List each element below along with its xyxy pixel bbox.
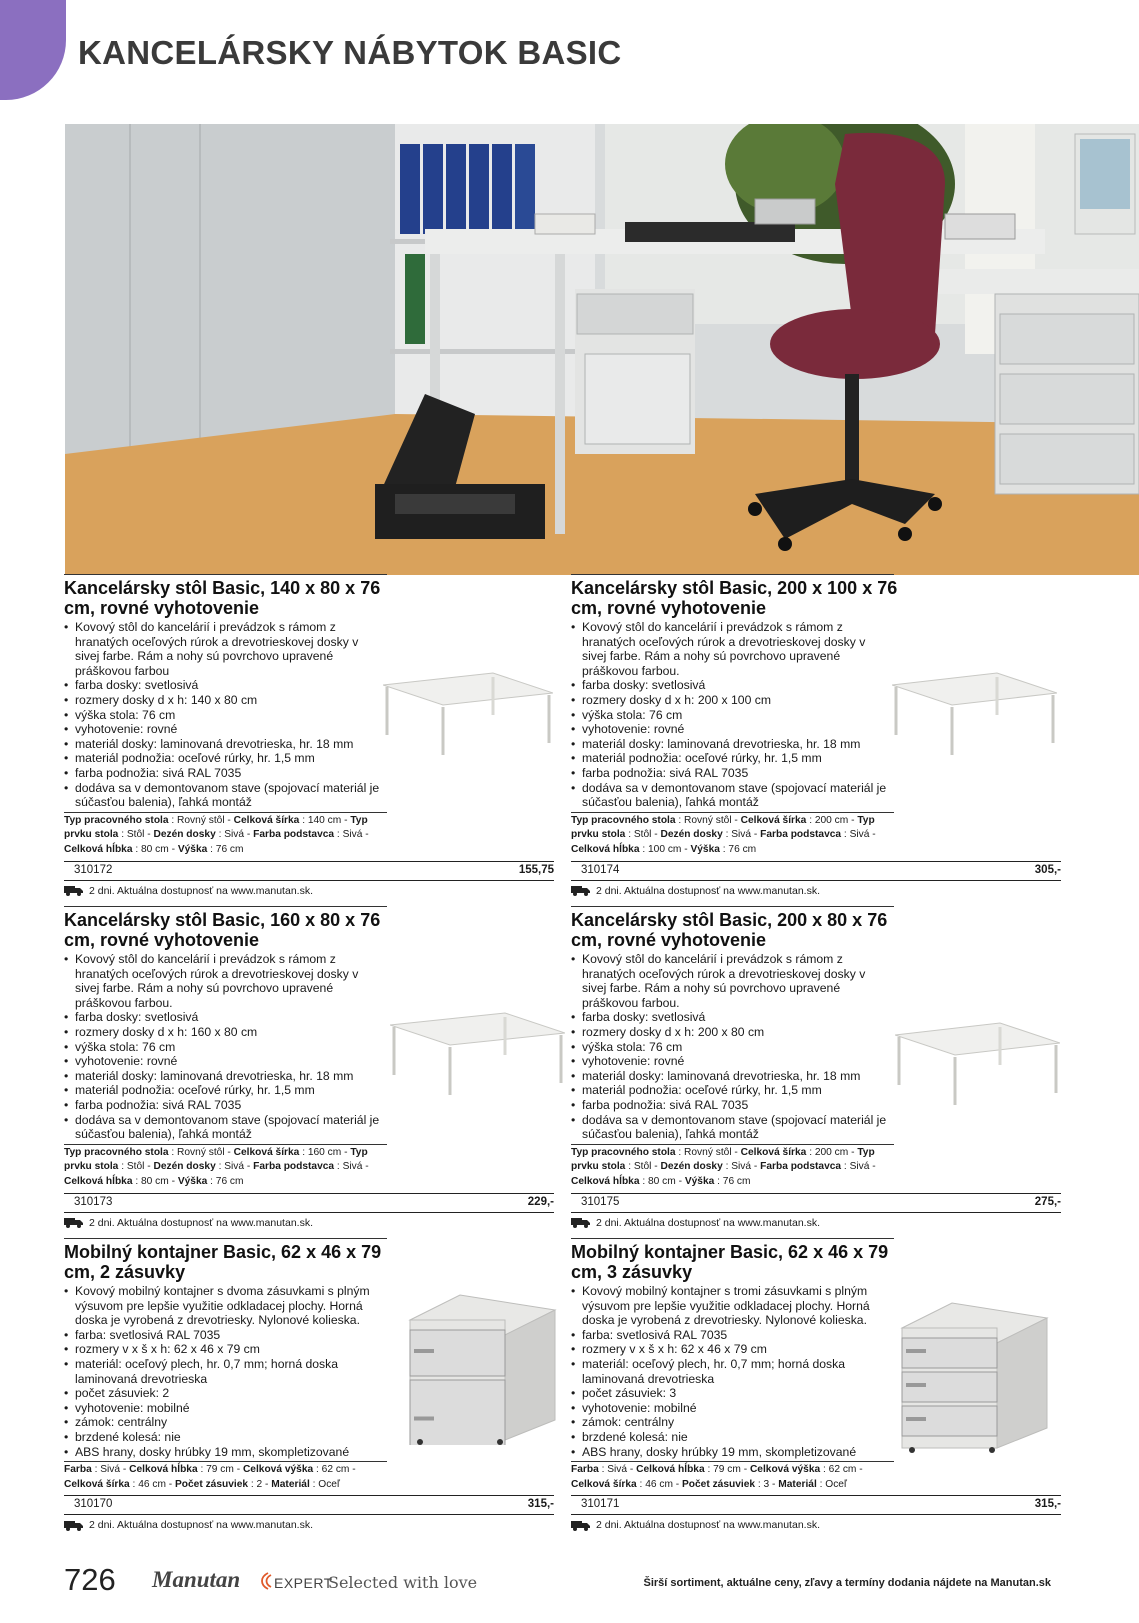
product-price: 315,- [1034, 1498, 1061, 1511]
product-price: 229,- [527, 1195, 554, 1208]
spec-value: : 79 cm - [197, 1464, 243, 1476]
feature-item: • farba dosky: svetlosivá [571, 1010, 891, 1025]
spec-label: Typ prvku stola [64, 814, 368, 841]
feature-item: • brzdené kolesá: nie [571, 1430, 891, 1445]
spec-label: Farba podstavca [760, 1161, 842, 1173]
desk-thumbnail [390, 1005, 565, 1095]
spec-value: : Sivá - [215, 829, 254, 841]
delivery-text: 2 dni. Aktuálna dostupnosť na www.manutan.sk. [596, 884, 820, 897]
feature-item: • farba podnožia: sivá RAL 7035 [64, 1098, 384, 1113]
hero-office-photo [65, 124, 1139, 575]
feature-item: • Kovový mobilný kontajner s dvoma zásuvkami s plným výsuvom pre lepšie využitie odkladacej plochy. Horná doska je vyrobená z drevotriesky. Nylonové kolieska. [64, 1284, 384, 1328]
feature-item: • farba: svetlosivá RAL 7035 [64, 1328, 384, 1343]
spec-value: : Rovný stôl - [168, 1146, 234, 1158]
spec-value: : 200 cm - [806, 1146, 858, 1158]
spec-label: Typ pracovného stola [571, 1146, 676, 1158]
spec-value: : 80 cm - [132, 843, 178, 855]
spec-label: Dezén dosky [660, 829, 723, 841]
order-line [64, 1495, 554, 1515]
spec-label: Farba podstavca [253, 829, 335, 841]
spec-label: Dezén dosky [153, 829, 216, 841]
order-line [64, 1193, 554, 1213]
feature-item: • materiál podnožia: oceľové rúrky, hr. 1,5 mm [64, 751, 384, 766]
spec-value: : 62 cm - [313, 1464, 356, 1476]
feature-list [571, 620, 891, 810]
feature-item: • výška stola: 76 cm [571, 1040, 891, 1055]
spec-label: Počet zásuviek [175, 1478, 249, 1490]
divider [571, 1238, 894, 1239]
delivery-info [64, 883, 571, 899]
feature-item: • rozmery dosky d x h: 200 x 100 cm [571, 693, 891, 708]
spec-value: : Oceľ [309, 1478, 340, 1490]
spec-label: Celková šírka [571, 1478, 637, 1490]
feature-item: • materiál podnožia: oceľové rúrky, hr. 1,5 mm [64, 1083, 384, 1098]
feature-item: • počet zásuviek: 3 [571, 1386, 891, 1401]
feature-item: • Kovový stôl do kancelárií i prevádzok s rámom z hranatých oceľových rúrok a drevotrieskovej dosky v sivej farbe. Rám a nohy sú povrchovo upravené práškovou farbou. [64, 952, 384, 1010]
truck-icon [64, 885, 84, 896]
feature-item: • Kovový mobilný kontajner s tromi zásuvkami s plným výsuvom pre lepšie využitie odkladacej plochy. Horná doska je vyrobená z drevotriesky. Nylonové kolieska. [571, 1284, 891, 1328]
product-image [390, 1005, 565, 1100]
product-price: 275,- [1034, 1195, 1061, 1208]
order-line [64, 861, 554, 881]
feature-item: • vyhotovenie: mobilné [64, 1401, 384, 1416]
feature-item: • dodáva sa v demontovanom stave (spojovací materiál je súčasťou balenia), ľahká montáž [571, 1113, 891, 1142]
divider [64, 906, 387, 907]
feature-item: • rozmery dosky d x h: 160 x 80 cm [64, 1025, 384, 1040]
spec-value: : 200 cm - [806, 814, 858, 826]
spec-value: : 80 cm - [132, 1175, 178, 1187]
brand-waves-icon [256, 1572, 272, 1590]
product-price: 315,- [527, 1498, 554, 1511]
product-code: 310173 [74, 1195, 113, 1208]
spec-label: Celková šírka [740, 814, 807, 826]
feature-item: • materiál dosky: laminovaná drevotrieska, hr. 18 mm [571, 737, 891, 752]
product-title[interactable]: Kancelársky stôl Basic, 140 x 80 x 76 cm, rovné vyhotovenie [64, 578, 381, 618]
order-line [571, 1495, 1061, 1515]
product-title[interactable]: Mobilný kontajner Basic, 62 x 46 x 79 cm, 2 zásuvky [64, 1242, 382, 1282]
product-title[interactable]: Kancelársky stôl Basic, 200 x 80 x 76 cm, rovné vyhotovenie [571, 910, 888, 950]
product-image [895, 1015, 1060, 1110]
delivery-info [64, 1517, 571, 1533]
spec-label: Celková hĺbka [571, 1175, 640, 1187]
feature-item: • farba: svetlosivá RAL 7035 [571, 1328, 891, 1343]
spec-label: Typ prvku stola [64, 1146, 368, 1173]
divider [64, 574, 387, 575]
spec-value: : Stôl - [118, 1161, 154, 1173]
spec-label: Typ prvku stola [571, 1146, 875, 1173]
truck-icon [64, 1217, 84, 1228]
spec-label: Celková hĺbka [64, 1175, 133, 1187]
feature-item: • materiál podnožia: oceľové rúrky, hr. 1,5 mm [571, 1083, 891, 1098]
spec-value: : Stôl - [118, 829, 154, 841]
feature-item: • zámok: centrálny [571, 1415, 891, 1430]
container-thumbnail [400, 1290, 560, 1445]
delivery-info [571, 1215, 1078, 1231]
spec-value: : 160 cm - [299, 1146, 351, 1158]
feature-item: • ABS hrany, dosky hrúbky 19 mm, skompletizované [571, 1445, 891, 1460]
container-thumbnail [892, 1298, 1052, 1453]
product-image [383, 665, 553, 760]
spec-label: Celková šírka [64, 1478, 130, 1490]
delivery-text: 2 dni. Aktuálna dostupnosť na www.manutan.sk. [89, 1216, 313, 1229]
spec-summary [64, 1144, 387, 1190]
spec-label: Počet zásuviek [682, 1478, 756, 1490]
product-title[interactable]: Kancelársky stôl Basic, 160 x 80 x 76 cm, rovné vyhotovenie [64, 910, 381, 950]
brand-expert: EXPERT [274, 1575, 333, 1591]
spec-value: : Rovný stôl - [168, 814, 234, 826]
spec-value: : Sivá - [215, 1161, 254, 1173]
desk-thumbnail [895, 1015, 1060, 1105]
spec-value: : Rovný stôl - [675, 1146, 741, 1158]
spec-value: : 76 cm [207, 1175, 244, 1187]
feature-item: • farba podnožia: sivá RAL 7035 [64, 766, 384, 781]
brand-logo: Manutan [152, 1567, 241, 1592]
spec-summary [64, 1461, 387, 1492]
brand-tagline: Selected with love [328, 1573, 478, 1592]
feature-item: • farba dosky: svetlosivá [64, 678, 384, 693]
spec-label: Celková šírka [233, 1146, 300, 1158]
feature-item: • vyhotovenie: rovné [571, 722, 891, 737]
spec-label: Materiál [778, 1478, 817, 1490]
spec-value: : Rovný stôl - [675, 814, 741, 826]
feature-item: • vyhotovenie: rovné [64, 722, 384, 737]
spec-label: Dezén dosky [660, 1161, 723, 1173]
delivery-info [571, 1517, 1078, 1533]
product-image [892, 1298, 1052, 1458]
spec-label: Farba [571, 1464, 599, 1476]
spec-label: Celková hĺbka [636, 1464, 705, 1476]
spec-label: Výška [684, 1175, 715, 1187]
feature-item: • výška stola: 76 cm [571, 708, 891, 723]
desk-thumbnail [892, 665, 1057, 755]
spec-value: : 62 cm - [820, 1464, 863, 1476]
feature-item: • farba dosky: svetlosivá [64, 1010, 384, 1025]
truck-icon [571, 885, 591, 896]
product-image [400, 1290, 560, 1450]
feature-item: • výška stola: 76 cm [64, 1040, 384, 1055]
spec-value: : Stôl - [625, 829, 661, 841]
product-title[interactable]: Kancelársky stôl Basic, 200 x 100 x 76 cm, rovné vyhotovenie [571, 578, 898, 618]
spec-label: Materiál [271, 1478, 310, 1490]
product-title[interactable]: Mobilný kontajner Basic, 62 x 46 x 79 cm, 3 zásuvky [571, 1242, 889, 1282]
feature-item: • počet zásuviek: 2 [64, 1386, 384, 1401]
spec-label: Dezén dosky [153, 1161, 216, 1173]
truck-icon [64, 1520, 84, 1531]
feature-list [571, 952, 891, 1142]
spec-label: Celková výška [749, 1464, 821, 1476]
feature-item: • dodáva sa v demontovanom stave (spojovací materiál je súčasťou balenia), ľahká montáž [64, 781, 384, 810]
feature-item: • rozmery dosky d x h: 200 x 80 cm [571, 1025, 891, 1040]
spec-value: : 76 cm [207, 843, 244, 855]
divider [571, 574, 894, 575]
product-price: 305,- [1034, 863, 1061, 876]
product-code: 310174 [581, 863, 620, 876]
spec-value: : Sivá - [334, 1161, 369, 1173]
delivery-text: 2 dni. Aktuálna dostupnosť na www.manutan.sk. [89, 1519, 313, 1532]
order-line [571, 861, 1061, 881]
feature-list [64, 1284, 384, 1459]
spec-value: : 79 cm - [704, 1464, 750, 1476]
spec-value: : 46 cm - [636, 1478, 682, 1490]
spec-label: Typ pracovného stola [64, 1146, 169, 1158]
feature-item: • materiál: oceľový plech, hr. 0,7 mm; horná doska laminovaná drevotrieska [64, 1357, 384, 1386]
delivery-text: 2 dni. Aktuálna dostupnosť na www.manutan.sk. [596, 1519, 820, 1532]
spec-label: Farba podstavca [760, 829, 842, 841]
feature-list [64, 620, 384, 810]
spec-label: Celková hĺbka [64, 843, 133, 855]
spec-value: : Sivá - [841, 1161, 876, 1173]
order-line [571, 1193, 1061, 1213]
feature-item: • farba dosky: svetlosivá [571, 678, 891, 693]
page-title: KANCELÁRSKY NÁBYTOK BASIC [78, 34, 622, 71]
spec-summary [571, 1461, 894, 1492]
feature-item: • ABS hrany, dosky hrúbky 19 mm, skompletizované [64, 1445, 384, 1460]
spec-label: Typ pracovného stola [571, 814, 676, 826]
feature-item: • materiál podnožia: oceľové rúrky, hr. 1,5 mm [571, 751, 891, 766]
spec-label: Typ pracovného stola [64, 814, 169, 826]
spec-summary [571, 812, 894, 858]
feature-item: • vyhotovenie: mobilné [571, 1401, 891, 1416]
feature-item: • brzdené kolesá: nie [64, 1430, 384, 1445]
feature-list [571, 1284, 891, 1459]
feature-item: • materiál dosky: laminovaná drevotrieska, hr. 18 mm [64, 1069, 384, 1084]
delivery-info [64, 1215, 571, 1231]
spec-value: : Sivá - [722, 829, 761, 841]
spec-label: Výška [177, 843, 208, 855]
feature-item: • materiál: oceľový plech, hr. 0,7 mm; horná doska laminovaná drevotrieska [571, 1357, 891, 1386]
feature-item: • farba podnožia: sivá RAL 7035 [571, 766, 891, 781]
delivery-text: 2 dni. Aktuálna dostupnosť na www.manutan.sk. [89, 884, 313, 897]
spec-value: : Stôl - [625, 1161, 661, 1173]
product-code: 310170 [74, 1498, 113, 1511]
feature-list [64, 952, 384, 1142]
product-code: 310172 [74, 863, 113, 876]
spec-label: Celková hĺbka [129, 1464, 198, 1476]
spec-value: : Sivá - [598, 1464, 637, 1476]
desk-thumbnail [383, 665, 553, 755]
feature-item: • rozmery v x š x h: 62 x 46 x 79 cm [571, 1342, 891, 1357]
spec-value: : 80 cm - [639, 1175, 685, 1187]
spec-value: : 3 - [755, 1478, 779, 1490]
feature-item: • dodáva sa v demontovanom stave (spojovací materiál je súčasťou balenia), ľahká montáž [64, 1113, 384, 1142]
feature-item: • zámok: centrálny [64, 1415, 384, 1430]
feature-item: • vyhotovenie: rovné [64, 1054, 384, 1069]
spec-label: Výška [690, 843, 720, 855]
spec-value: : Sivá - [841, 829, 876, 841]
feature-item: • dodáva sa v demontovanom stave (spojovací materiál je súčasťou balenia), ľahká montáž [571, 781, 891, 810]
spec-value: : 100 cm - [639, 843, 691, 855]
spec-value: : 76 cm [719, 843, 757, 855]
spec-value: : Sivá - [334, 829, 369, 841]
delivery-info [571, 883, 1078, 899]
spec-label: Celková výška [242, 1464, 314, 1476]
spec-summary [64, 812, 387, 858]
feature-item: • Kovový stôl do kancelárií i prevádzok s rámom z hranatých oceľových rúrok a drevotrieskovej dosky v sivej farbe. Rám a nohy sú povrchovo upravené práškovou farbou. [571, 620, 891, 678]
spec-label: Výška [177, 1175, 208, 1187]
corner-accent-tab [0, 0, 66, 100]
spec-value: : Oceľ [816, 1478, 847, 1490]
spec-value: : 46 cm - [129, 1478, 175, 1490]
spec-value: : Sivá - [91, 1464, 130, 1476]
spec-value: : 140 cm - [299, 814, 351, 826]
feature-item: • materiál dosky: laminovaná drevotrieska, hr. 18 mm [64, 737, 384, 752]
divider [64, 1238, 387, 1239]
delivery-text: 2 dni. Aktuálna dostupnosť na www.manutan.sk. [596, 1216, 820, 1229]
spec-label: Celková šírka [740, 1146, 807, 1158]
spec-value: : Sivá - [722, 1161, 761, 1173]
feature-item: • materiál dosky: laminovaná drevotrieska, hr. 18 mm [571, 1069, 891, 1084]
product-code: 310175 [581, 1195, 620, 1208]
divider [571, 906, 894, 907]
feature-item: • farba podnožia: sivá RAL 7035 [571, 1098, 891, 1113]
spec-label: Celková šírka [233, 814, 300, 826]
page-number: 726 [64, 1562, 116, 1597]
spec-label: Celková hĺbka [571, 843, 640, 855]
spec-value: : 2 - [248, 1478, 272, 1490]
spec-summary [571, 1144, 894, 1190]
feature-item: • Kovový stôl do kancelárií i prevádzok s rámom z hranatých oceľových rúrok a drevotrieskovej dosky v sivej farbe. Rám a nohy sú povrchovo upravené práškovou farbou [64, 620, 384, 678]
footer-note: Širší sortiment, aktuálne ceny, zľavy a termíny dodania nájdete na Manutan.sk [643, 1577, 1051, 1589]
feature-item: • rozmery dosky d x h: 140 x 80 cm [64, 693, 384, 708]
spec-label: Typ prvku stola [571, 814, 875, 841]
spec-label: Farba podstavca [253, 1161, 335, 1173]
feature-item: • vyhotovenie: rovné [571, 1054, 891, 1069]
spec-value: : 76 cm [714, 1175, 751, 1187]
truck-icon [571, 1217, 591, 1228]
feature-item: • výška stola: 76 cm [64, 708, 384, 723]
product-image [892, 665, 1057, 760]
feature-item: • Kovový stôl do kancelárií i prevádzok s rámom z hranatých oceľových rúrok a drevotrieskovej dosky v sivej farbe. Rám a nohy sú povrchovo upravené práškovou farbou. [571, 952, 891, 1010]
spec-label: Farba [64, 1464, 92, 1476]
feature-item: • rozmery v x š x h: 62 x 46 x 79 cm [64, 1342, 384, 1357]
product-code: 310171 [581, 1498, 620, 1511]
truck-icon [571, 1520, 591, 1531]
product-price: 155,75 [518, 863, 554, 876]
